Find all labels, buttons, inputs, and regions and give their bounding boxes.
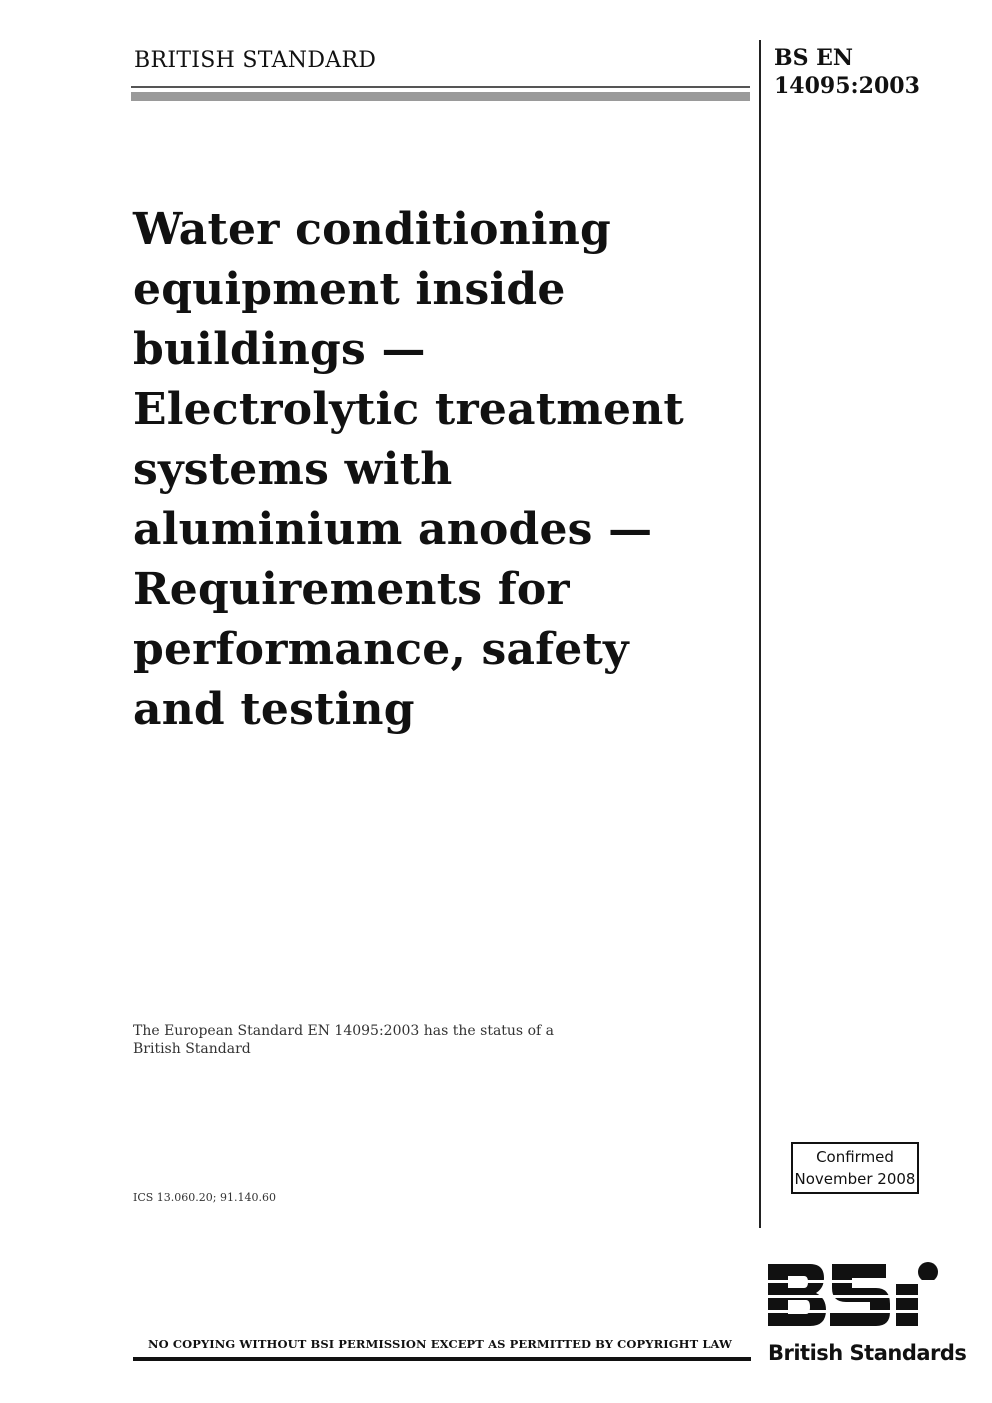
document-number <box>774 44 974 100</box>
confirmed-date: November 2008 <box>794 1170 916 1188</box>
title-line: equipment inside <box>133 264 566 315</box>
title-line: and testing <box>133 684 415 735</box>
copyright-notice: NO COPYING WITHOUT BSI PERMISSION EXCEPT AS PERMITTED BY COPYRIGHT LAW <box>148 1337 733 1351</box>
ics-code: ICS 13.060.20; 91.140.60 <box>133 1191 276 1204</box>
status-note-line1: The European Standard EN 14095:2003 has the status of a <box>133 1023 554 1039</box>
title-line: systems with <box>133 444 453 495</box>
bsi-brand-text: British Standards <box>768 1341 967 1365</box>
title-line: performance, safety <box>133 624 629 675</box>
confirmed-label: Confirmed <box>816 1148 894 1166</box>
header-label: BRITISH STANDARD <box>134 48 377 73</box>
document-title <box>133 200 733 740</box>
title-line: Requirements for <box>133 564 570 615</box>
document-number-line2: 14095:2003 <box>774 73 920 99</box>
status-note <box>133 1022 613 1058</box>
title-line: buildings — <box>133 324 426 375</box>
footer-rule <box>133 1357 751 1361</box>
title-line: Water conditioning <box>133 204 611 255</box>
status-note-line2: British Standard <box>133 1041 251 1057</box>
header-rule-thick <box>131 92 750 101</box>
bsi-logo <box>766 1262 946 1328</box>
header-rule-thin <box>131 86 750 88</box>
confirmed-stamp <box>791 1142 919 1194</box>
document-number-line1: BS EN <box>774 45 854 71</box>
title-line: aluminium anodes — <box>133 504 653 555</box>
title-line: Electrolytic treatment <box>133 384 684 435</box>
vertical-divider <box>759 40 761 1228</box>
